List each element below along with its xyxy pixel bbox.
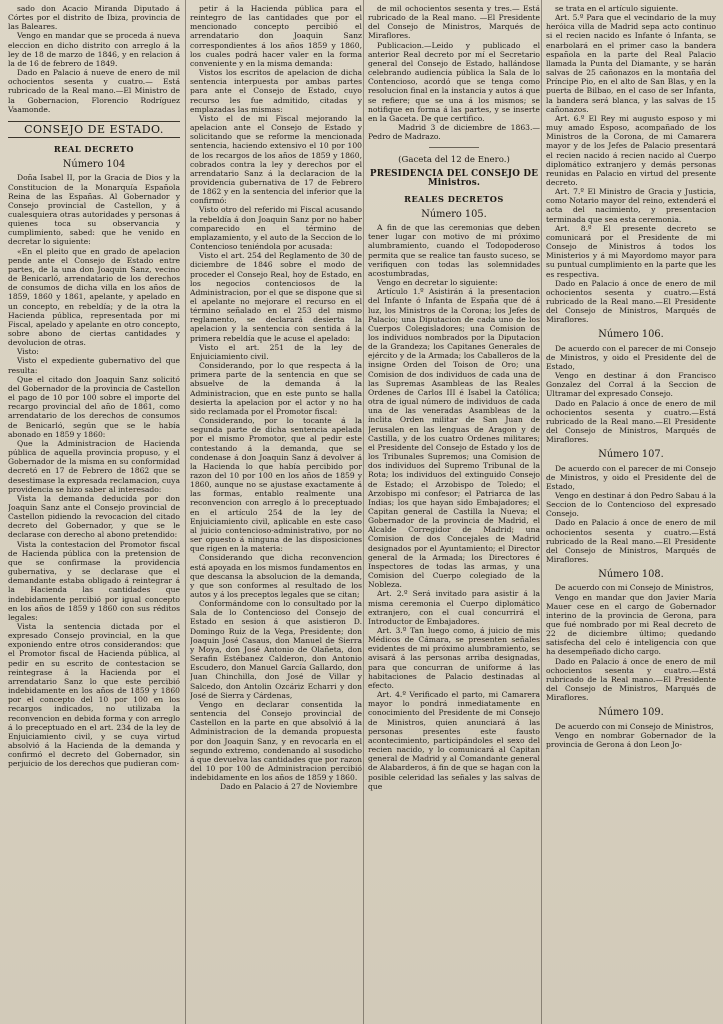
paragraph: Dado en Palacio á once de enero de mil ochocientos sesenta y cuatro.—Está rubricado de la Real mano.—El Presidente del Consejo de Ministros, Marqués de Miraflores.	[546, 398, 716, 445]
section-title: PRESIDENCIA DEL CONSEJO DE Ministros.	[369, 168, 539, 188]
paragraph: Dado en Palacio á once de enero de mil ochocientos sesenta y cuatro.—Está rubricado de la Real mano.—El Presidente del Consejo de Ministros, Marqués de Miraflores.	[546, 518, 716, 565]
paragraph: Visto:	[17, 347, 39, 357]
paragraph: Vengo en nombrar Gobernador de la provincia de Gerona á don Leon Jo-	[546, 730, 716, 749]
paragraph: Vistos los escritos de apelacion de dicha sentencia interpuesta por ambas partes para ante el Consejo de Estado, cuyo recurso les fue admitido, citadas y emplazadas las mismas:	[190, 68, 362, 114]
decree-heading: REALES DECRETOS	[404, 193, 504, 204]
paragraph: Conformándome con lo consultado por la Sala de lo Contencioso del Consejo de Estado en sesion á que asistieron D. Domingo Ruiz de la Vega, Presidente; don Joaquin José Casaus, don Manuel de Sierra y Moya, don José Antonio de Olañeta, don Serafin Estébanez Calderon, don Antonio Escudero, don Manuel García Gallardo, don Juan Chinchilla, don José de Villar y Salcedo, don Antolin Ozcáriz Echarri y don José de Sierra y Cárdenas,	[190, 599, 362, 700]
decree-number: Número 107.	[598, 449, 664, 461]
paragraph: Que la Administracion de Hacienda pública de aquella provincia propuso, y el Gobernador de la misma en su conformidad decretó en 17 de Febrero de 1862 que se desestimase la expresada reclamacion, cuya providencia se hizo saber al interesado:	[8, 438, 180, 494]
signature-line: Madrid 3 de diciembre de 1863.— Pedro de Madrazo.	[368, 123, 540, 142]
paragraph: Publicacion.—Leido y publicado el anterior Real decreto por mí el Secretario general del Consejo de Estado, hallándose celebrando audiencia pública la Sala de lo Contencioso, acordó que se tenga como resolucion final en la instancia y autos á que se refiere; que se una á los mismos; se notifique en forma á las partes, y se inserte en la Gaceta. De que certifico.	[368, 40, 540, 123]
paragraph: Art. 3.º Tan luego como, á juicio de mis Médicos de Cámara, se presenten señales evidentes de mi próximo alumbramiento, se avisará á las personas arriba designadas, para que concurran de uniforme á las habitaciones de Palacio destinadas al efecto.	[368, 626, 540, 690]
paragraph: petir á la Hacienda pública para el reintegro de las cantidades que por el mencionado concepto percibió el arrendatario don Joaquin Sanz correspondientes á los años 1859 y 1860, los cuales podrá hacer valer en la forma conveniente y en la misma demanda:	[190, 4, 362, 68]
paragraph: Art. 6.º El Rey mi augusto esposo y mi muy amado Esposo, acompañado de los Ministros de la Corona, de mi Camarera mayor y de los Jefes de Palacio presentará el recien nacido á recien nacido al Cuerpo diplomático extranjero y demás personas reunidas en Palacio en virtud del presente decreto.	[546, 113, 716, 187]
paragraph: A fin de que las ceremonias que deben tener lugar con motivo de mi próximo alumbramiento, cuando el Todopoderoso permita que se realice tan fausto suceso, se verifiquen con todas las solemnidades acostumbradas,	[368, 223, 540, 278]
date-line: Dado en Palacio á 27 de Noviembre	[220, 782, 358, 792]
decree-number: Número 104	[62, 159, 126, 171]
paragraph: se trata en el artículo siguiente.	[555, 4, 679, 13]
gazette-date: (Gaceta del 12 de Enero.)	[398, 155, 510, 166]
divider	[429, 147, 479, 148]
paragraph: Doña Isabel II, por la Gracia de Dios y la Constitucion de la Monarquía Española Reina de las Españas. Al Gobernador y Consejo provincial de Castellon, y á cualesquiera otras autoridades y personas á quienes toca su observancia y cumplimiento, sabed: que he venido en decretar lo siguiente:	[8, 173, 180, 247]
column-rule	[363, 0, 364, 1024]
paragraph: Considerando, por lo que respecta á la primera parte de la sentencia en que se absuelve de la demanda á la Administracion, que en este punto se halla desierta la apelacion por el actor y no ha sido reclamada por el Promotor fiscal:	[190, 361, 362, 416]
paragraph: De acuerdo con mi Consejo de Ministros,	[555, 721, 714, 731]
column-4	[546, 4, 716, 1020]
paragraph: sado don Acacio Miranda Diputado á Córtes por el distrito de Ibiza, provincia de las Baleares.	[8, 4, 180, 32]
paragraph: Que el citado don Joaquin Sanz solicitó del Gobernador de la provincia de Castellon el pago de 10 por 100 sobre el importe del recargo provincial del año de 1861, como arrendatario de los derechos de consumos de Benicarló, según que se le había abonado en 1859 y 1860:	[8, 374, 180, 439]
paragraph: Vengo en declarar consentida la sentencia del Consejo provincial de Castellon en la parte en que absolvió á la Administracion de la demanda propuesta por don Joaquin Sanz, y en revocarla en el segundo extremo, condenando al susodicho á que devuelva las cantidades que por razon del 10 por 100 de Administracion percibió indebidamente en los años de 1859 y 1860.	[190, 699, 362, 783]
paragraph: Dado en Palacio á once de enero de mil ochocientos sesenta y cuatro.—Está rubricado de la Real mano.—El Presidente del Consejo de Ministros, Marqués de Miraflores.	[546, 656, 716, 703]
paragraph: Vista la demanda deducida por don Joaquin Sanz ante el Consejo provincial de Castellon pidiendo la revocacion del citado decreto del Gobernador, y que se le declarase con derecho al abono pretendido:	[8, 493, 180, 540]
paragraph: Considerando que dicha reconvencion está apoyada en los mismos fundamentos en que descansa la absolucion de la demanda, y que son conformes al resultado de los autos y á los preceptos legales que se citan;	[190, 553, 362, 599]
paragraph: Art. 4.º Verificado el parto, mi Camarera mayor lo pondrá inmediatamente en conocimiento del Presidente de mi Consejo de Ministros, quien anunciará á las personas presentes este fausto acontecimiento, participándoles el sexo del recien nacido, y lo comunicará al Capitan general de Madrid y al Comandante general de Alabarderos, á fin de que se hagan con la posible celeridad las señales y las salvas de que	[368, 690, 540, 791]
decree-number: Número 109.	[598, 707, 664, 719]
paragraph: Visto el art. 254 del Reglamento de 30 de diciembre de 1846 sobre el modo de proceder el Consejo Real, hoy de Estado, en los negocios contenciosos de la Administracion, por el que se dispone que si el apelante no mejorare el recurso en el término señalado en el 253 del mismo reglamento, se declarará desierta la apelacion y la sentencia con sentida á la primera rebeldía que le acuse el apelado:	[190, 251, 362, 343]
paragraph: De acuerdo con el parecer de mi Consejo de Ministros, y oido el Presidente del de Estado,	[546, 463, 716, 491]
paragraph: Visto otro del referido mi Fiscal acusando la rebeldía á don Joaquin Sanz por no haber comparecido en el término de emplazamiento, y el auto de la Seccion de lo Contencioso teniéndola por acusada:	[190, 205, 362, 252]
paragraph: «En el pleito que en grado de apelacion pende ante el Consejo de Estado entre partes, de la una don Joaquin Sanz, vecino de Benicarló, arrendatario de los derechos de consumos de dicha villa en los años de 1859, 1860 y 1861, apelante, y apelado en un concepto, en rebeldía; y de la otra la Hacienda pública, representada por mi Fiscal, apelado y apelante en otro concepto, sobre abono de ciertas cantidades y devolucion de otras.	[8, 246, 180, 348]
paragraph: Vista la contestacion del Promotor fiscal de Hacienda pública con la pretension de que se confirmase la providencia gubernativa, y se declarase que el demandante estaba obligado á reintegrar á la Hacienda las cantidades que indebidamente percibió por igual concepto en los años de 1859 y 1860 con sus réditos legales:	[8, 539, 180, 622]
decree-number: Número 106.	[598, 329, 664, 341]
paragraph: Art. 2.º Será invitado para asistir á la misma ceremonia el Cuerpo diplomático extranjero, con el cual concurrirá el Introductor de Embajadores.	[368, 589, 540, 626]
column-3	[368, 4, 540, 1020]
decree-number: Número 108.	[598, 569, 664, 581]
paragraph: Vengo en mandar que se proceda á nueva eleccion en dicho distrito con arreglo á la ley de 18 de marzo de 1846, y en relacion á la de 16 de febrero de 1849.	[8, 31, 180, 68]
paragraph: Considerando, por lo tocante á la segunda parte de dicha sentencia apelada por el mismo Promotor, que al pedir este contestando á la demanda, que se condenase á don Joaquin Sanz á devolver á la Hacienda lo que había percibido por razon del 10 por 100 en los años de 1859 y 1860, aunque no se ajustase exactamente á las formas, entablo realmente una reconvencion con arreglo á lo preceptuado en el artículo 254 de la ley de Enjuiciamiento civil, aplicable en este caso al juicio contencioso-administrativo, por no ser opuesto á ninguna de las disposiciones que rigen en la materia:	[190, 416, 362, 554]
paragraph: Vengo en mandar que don Javier María Mauer cese en el cargo de Gobernador interino de la provincia de Gerona, para que fué nombrado por mi Real decreto de 22 de diciembre último; quedando satisfecha del celo é inteligencia con que ha desempeñado dicho cargo.	[546, 592, 716, 657]
paragraph: Vengo en decretar lo siguiente:	[377, 278, 498, 288]
paragraph: Vengo en destinar á don Pedro Sabau á la Seccion de lo Contencioso del expresado Consejo.	[546, 490, 716, 519]
paragraph: Dado en Palacio á nueve de enero de mil ochocientos sesenta y cuatro.— Está rubricado de la Real mano.—El Ministro de la Gobernacion, Florencio Rodríguez Vaamonde.	[8, 68, 180, 114]
column-1	[8, 4, 180, 1020]
paragraph: De acuerdo con mi Consejo de Ministros,	[555, 583, 714, 593]
paragraph: Vista la sentencia dictada por el expresado Consejo provincial, en la que exponiendo entre otros considerandos: que el Promotor fiscal de Hacienda pública, al pedir en su escrito de contestacion se reintegrase á la Hacienda por el arrendatario Sanz lo que este percibió indebidamente en los años de 1859 y 1860 por el concepto del 10 por 100 en los recargos indicados, no utilizaba la reconvencion en debida forma y con arreglo á lo preceptuado en el art. 234 de la ley de Enjuiciamiento civil, y se cuya virtud absolvió á la Hacienda de la demanda y confirmó el decreto del Gobernador, sin perjuicio de los derechos que pudieran com-	[8, 622, 180, 769]
section-title: CONSEJO DE ESTADO.	[8, 121, 180, 138]
paragraph: Visto el art. 251 de la ley de Enjuiciamiento civil.	[190, 342, 362, 361]
paragraph: Visto el expediente gubernativo del que resulta:	[8, 356, 180, 375]
paragraph: Dado en Palacio á once de enero de mil ochocientos sesenta y cuatro.—Está rubricado de la Real mano.—El Presidente del Consejo de Ministros, Marqués de Miraflores.	[546, 278, 716, 325]
paragraph: De acuerdo con el parecer de mi Consejo de Ministros, y oido el Presidente del de Estado,	[546, 343, 716, 371]
paragraph: Art. 5.º Para que el vecindario de la muy heróica villa de Madrid sepa acto continuo si el recien nacido es Infante ó Infanta, se enarbolará en el primer caso la bandera española en la parte del Real Palacio llamada la Punta del Diamante, y se harán salvas de 25 cañonazos en la montaña del Príncipe Pio, en el alto de San Blas, y en la puerta de Bilbao, en el caso de ser Infanta, la bandera será blanca, y las salvas de 15 cañonazos.	[546, 13, 716, 114]
column-rule	[185, 0, 186, 1024]
paragraph: Artículo 1.º Asistirán á la presentacion del Infante ó Infanta de España que dé á luz, los Ministros de la Corona; los Jefes de Palacio; una Diputacion de cada uno de los Cuerpos Colegisladores; una Comision de los individuos nombrados por la Diputacion de la Grandeza; los Capitanes Generales de ejército y de la Armada; los Caballeros de la insigne Orden del Toison de Oro; una Comision de dos individuos de cada una de las Supremas Asambleas de las Reales Ordenes de Carlos III é Isabel la Católica; otra de igual número de individuos de cada una de las veneradas Asambleas de la ínclita Orden militar de San Juan de Jerusalen en las lenguas de Aragon y de Castilla, y de los cuatro Ordenes militares; el Presidente del Consejo de Estado y los de los Tribunales Supremos; una Comision de dos individuos del Supremo Tribunal de la Rota; los individuos del extinguido Consejo de Estado; el Arzobispo de Toledo; el Arzobispo mi confesor; el Patriarca de las Indias; los que hayan sido Embajadores; el Capitan general de Castilla la Nueva; el Gobernador de la provincia de Madrid, el Alcalde Corregidor de Madrid; una Comision de dos Concejales de Madrid designados por el Ayuntamiento; el Director general de la Armada; los Directores é Inspectores de todas las armas, y una Comision del Cuerpo colegiado de la Nobleza.	[368, 287, 540, 590]
decree-number: Número 105.	[421, 208, 487, 220]
column-rule	[541, 0, 542, 1024]
paragraph: Art. 8.º El presente decreto se comunicará por el Presidente de mi Consejo de Ministros á todos los Ministerios y á mi Mayordomo mayor para su puntual cumplimiento en la parte que les es respectiva.	[546, 223, 716, 279]
column-2	[190, 4, 362, 1020]
paragraph: Visto el de mi Fiscal mejorando la apelacion ante el Consejo de Estado y solicitando que se reforme la mencionada sentencia, haciendo extensivo el 10 por 100 de los recargos de los años de 1859 y 1860, cobrados contra la ley y derechos por el arrendatario Sanz á la declaracion de la providencia gubernativa de 17 de Febrero de 1862 y en la sentencia del inferior que la confirmó:	[190, 113, 362, 206]
paragraph: Art. 7.º El Ministro de Gracia y Justicia, como Notario mayor del reino, extenderá el acta del nacimiento, y presentacion terminada que sea esta ceremonia.	[546, 187, 716, 224]
paragraph: Vengo en destinar á don Francisco Gonzalez del Corral á la Seccion de Ultramar del expresado Consejo.	[546, 371, 716, 399]
paragraph: de mil ochocientos sesenta y tres.— Está rubricado de la Real mano. —El Presidente del Consejo de Ministros, Marqués de Miraflores.	[368, 4, 540, 41]
decree-heading: REAL DECRETO	[53, 144, 135, 155]
